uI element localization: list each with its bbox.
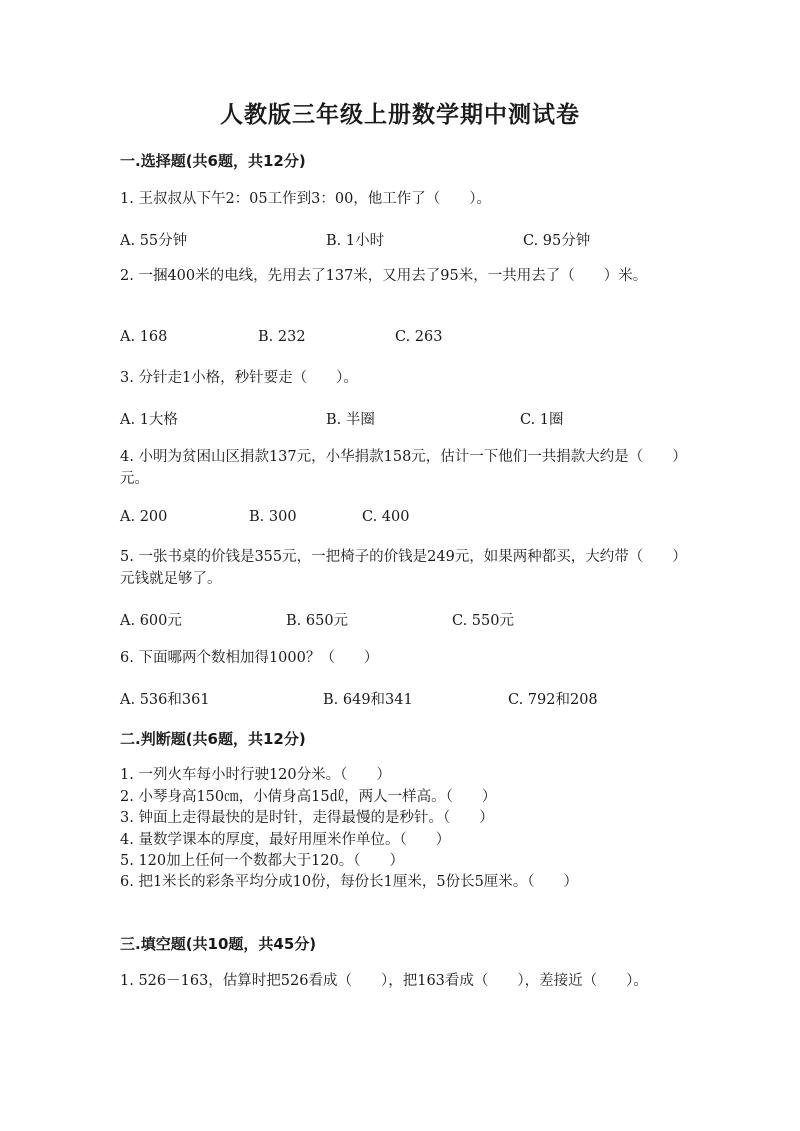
judge-item-3: 3. 钟面上走得最快的是时针，走得最慢的是秒针。（ ）	[120, 810, 494, 826]
choice-q6-option-a: A. 536和361	[120, 692, 210, 708]
section-heading-judge: 二.判断题(共6题，共12分)	[120, 730, 306, 748]
choice-q4-option-c: C. 400	[362, 509, 410, 525]
section-heading-choice: 一.选择题(共6题，共12分)	[120, 152, 306, 170]
judge-item-6: 6. 把1米长的彩条平均分成10份，每份长1厘米，5份长5厘米。（ ）	[120, 874, 579, 890]
choice-question-6: 6. 下面哪两个数相加得1000？（ ）	[120, 650, 379, 666]
choice-question-3: 3. 分针走1小格，秒针要走（ ）。	[120, 370, 358, 386]
choice-q5-option-a: A. 600元	[120, 613, 182, 629]
judge-item-1: 1. 一列火车每小时行驶120分米。（ ）	[120, 767, 391, 783]
section-heading-fill: 三.填空题(共10题，共45分)	[120, 935, 317, 953]
judge-item-4: 4. 量数学课本的厚度，最好用厘米作单位。（ ）	[120, 832, 451, 848]
choice-q2-option-c: C. 263	[395, 329, 443, 345]
choice-q5-option-b: B. 650元	[286, 613, 349, 629]
choice-q1-option-b: B. 1小时	[326, 233, 385, 249]
choice-question-1: 1. 王叔叔从下午2：05工作到3：00，他工作了（ ）。	[120, 191, 492, 207]
page-title: 人教版三年级上册数学期中测试卷	[220, 102, 580, 128]
judge-item-5: 5. 120加上任何一个数都大于120。（ ）	[120, 853, 405, 869]
choice-q6-option-b: B. 649和341	[323, 692, 413, 708]
choice-q6-option-c: C. 792和208	[508, 692, 598, 708]
choice-q4-option-a: A. 200	[120, 509, 168, 525]
choice-q2-option-b: B. 232	[258, 329, 306, 345]
choice-q3-option-a: A. 1大格	[120, 412, 178, 428]
choice-q1-option-a: A. 55分钟	[120, 233, 188, 249]
choice-q2-option-a: A. 168	[120, 329, 168, 345]
choice-q3-option-b: B. 半圈	[326, 412, 375, 428]
choice-question-2: 2. 一捆400米的电线，先用去了137米，又用去了95米，一共用去了（ ）米。	[120, 268, 648, 284]
judge-item-2: 2. 小琴身高150㎝，小倩身高15㎗，两人一样高。（ ）	[120, 789, 497, 805]
choice-q1-option-c: C. 95分钟	[523, 233, 591, 249]
choice-question-4: 4. 小明为贫困山区捐款137元，小华捐款158元，估计一下他们一共捐款大约是（ ）元。	[120, 449, 680, 487]
fill-question-1: 1. 526－163，估算时把526看成（ ），把163看成（ ），差接近（ ）。	[120, 973, 648, 989]
choice-question-5: 5. 一张书桌的价钱是355元，一把椅子的价钱是249元，如果两种都买，大约带（ ）元钱就足够了。	[120, 549, 680, 587]
choice-q3-option-c: C. 1圈	[520, 412, 564, 428]
choice-q5-option-c: C. 550元	[452, 613, 514, 629]
choice-q4-option-b: B. 300	[249, 509, 297, 525]
